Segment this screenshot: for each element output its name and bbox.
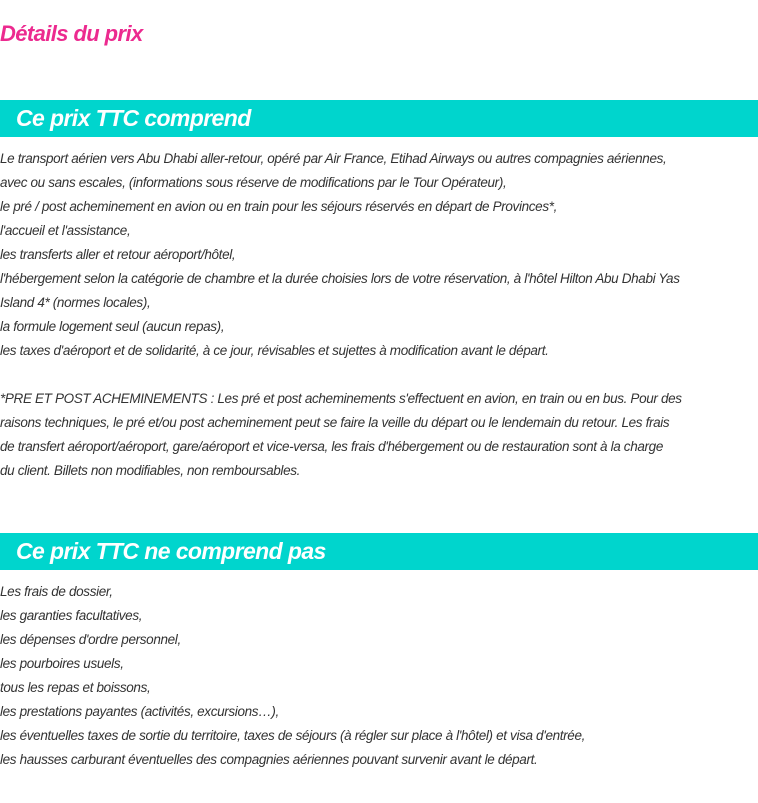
excluded-item: tous les repas et boissons, — [0, 680, 151, 695]
included-list — [0, 147, 758, 363]
included-item: les transferts aller et retour aéroport/hôtel, — [0, 247, 236, 262]
excluded-heading: Ce prix TTC ne comprend pas — [16, 538, 326, 564]
excluded-list — [0, 580, 758, 772]
transfer-note — [0, 387, 758, 483]
included-item: la formule logement seul (aucun repas), — [0, 319, 225, 334]
excluded-item: les éventuelles taxes de sortie du territoire, taxes de séjours (à régler sur place à l'hôtel) et visa d'entrée, — [0, 728, 586, 743]
excluded-section-header — [0, 533, 758, 570]
included-section-header — [0, 100, 758, 137]
note-line: de transfert aéroport/aéroport, gare/aéroport et vice-versa, les frais d'hébergement ou de restauration sont à la charge — [0, 439, 663, 454]
included-item: les taxes d'aéroport et de solidarité, à ce jour, révisables et sujettes à modification avant le départ. — [0, 343, 549, 358]
included-item: avec ou sans escales, (informations sous réserve de modifications par le Tour Opérateur), — [0, 175, 507, 190]
note-line: *PRE ET POST ACHEMINEMENTS : Les pré et post acheminements s'effectuent en avion, en train ou en bus. Pour des — [0, 391, 682, 406]
excluded-item: les pourboires usuels, — [0, 656, 124, 671]
excluded-item: les dépenses d'ordre personnel, — [0, 632, 181, 647]
page-title: Détails du prix — [0, 21, 143, 46]
included-item: le pré / post acheminement en avion ou en train pour les séjours réservés en départ de Provinces*, — [0, 199, 558, 214]
excluded-item: les hausses carburant éventuelles des compagnies aériennes pouvant survenir avant le départ. — [0, 752, 538, 767]
included-heading: Ce prix TTC comprend — [16, 105, 251, 131]
included-item: l'accueil et l'assistance, — [0, 223, 131, 238]
excluded-item: les prestations payantes (activités, excursions…), — [0, 704, 279, 719]
note-line: du client. Billets non modifiables, non remboursables. — [0, 463, 301, 478]
included-item: l'hébergement selon la catégorie de chambre et la durée choisies lors de votre réservation, à l'hôtel Hilton Abu Dhabi Yas — [0, 271, 680, 286]
note-line: raisons techniques, le pré et/ou post acheminement peut se faire la veille du départ ou le lendemain du retour. Les frais — [0, 415, 670, 430]
excluded-item: les garanties facultatives, — [0, 608, 143, 623]
included-item: Island 4* (normes locales), — [0, 295, 151, 310]
excluded-item: Les frais de dossier, — [0, 584, 113, 599]
included-item: Le transport aérien vers Abu Dhabi aller-retour, opéré par Air France, Etihad Airways ou autres compagnies aériennes, — [0, 151, 667, 166]
